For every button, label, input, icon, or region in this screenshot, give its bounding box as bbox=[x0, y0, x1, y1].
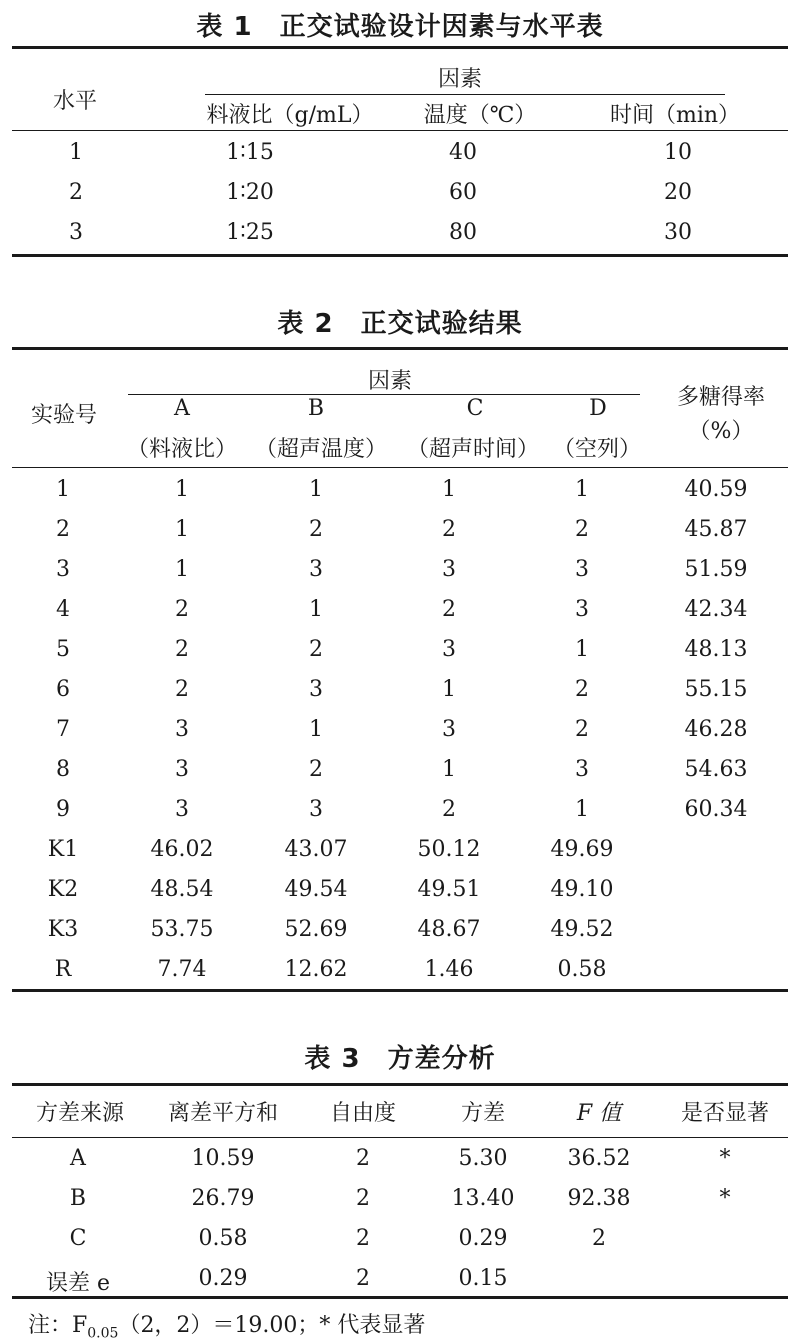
table2-factor-c-name: （超声时间） bbox=[406, 437, 539, 462]
table2-row-9-col-4: 2 bbox=[442, 797, 456, 822]
table3-row-2-col-4: 13.40 bbox=[451, 1186, 515, 1211]
table2-row-5-col-5: 1 bbox=[575, 637, 589, 662]
table2-row-8-col-3: 2 bbox=[309, 757, 323, 782]
table2-row-1-col-4: 1 bbox=[442, 477, 456, 502]
table2-row-13-col-2: 7.74 bbox=[157, 957, 207, 982]
table2-factor-a-letter: A bbox=[174, 396, 190, 421]
table2-header-yield: 多糖得率 bbox=[676, 385, 765, 410]
table3-row-3-col-5: 2 bbox=[592, 1226, 606, 1251]
table2-row-12-col-4: 48.67 bbox=[417, 917, 481, 942]
table3-row-1-col-6: * bbox=[719, 1146, 731, 1171]
table1-row-1-col-4: 10 bbox=[664, 140, 692, 165]
table2-row-3-col-5: 3 bbox=[575, 557, 589, 582]
table2-row-6-col-6: 55.15 bbox=[684, 677, 748, 702]
table2-row-8-col-6: 54.63 bbox=[684, 757, 748, 782]
table2-row-2-col-2: 1 bbox=[175, 517, 189, 542]
table2-row-13-col-5: 0.58 bbox=[557, 957, 607, 982]
table2-factor-rule bbox=[128, 394, 640, 395]
table1-row-2-col-3: 60 bbox=[449, 180, 477, 205]
table3-row-2-col-6: * bbox=[719, 1186, 731, 1211]
table2-row-3-col-4: 3 bbox=[442, 557, 456, 582]
table2-factor-a-name: （料液比） bbox=[126, 437, 237, 462]
table3-row-1-col-5: 36.52 bbox=[567, 1146, 631, 1171]
table2-row-5-col-6: 48.13 bbox=[684, 637, 748, 662]
table1-top-rule bbox=[12, 46, 788, 49]
table3-note bbox=[28, 1308, 425, 1341]
table3-col-5: F 值 bbox=[576, 1101, 622, 1126]
table2-factor-b-letter: B bbox=[307, 396, 325, 421]
table2-row-2-col-5: 2 bbox=[575, 517, 589, 542]
table1-row-1-col-2: 1∶15 bbox=[226, 140, 274, 165]
table2-row-7-col-4: 3 bbox=[442, 717, 456, 742]
table2-top-rule bbox=[12, 347, 788, 350]
table2-row-7-col-2: 3 bbox=[175, 717, 189, 742]
table1-row-1-col-1: 1 bbox=[69, 140, 83, 165]
table2-row-7-col-6: 46.28 bbox=[684, 717, 748, 742]
table2-row-11-col-2: 48.54 bbox=[150, 877, 214, 902]
table2-row-11-col-3: 49.54 bbox=[284, 877, 348, 902]
table3-row-2-col-3: 2 bbox=[356, 1186, 370, 1211]
table2-row-12-col-3: 52.69 bbox=[284, 917, 348, 942]
table3-col-4: 方差 bbox=[460, 1101, 505, 1126]
note-suffix: （2，2）＝19.00；* 代表显著 bbox=[118, 1313, 426, 1338]
table1-col-temp: 温度（℃） bbox=[423, 103, 537, 128]
table2-row-10-col-4: 50.12 bbox=[417, 837, 481, 862]
note-prefix: 注：F bbox=[28, 1313, 88, 1338]
table3-row-1-col-3: 2 bbox=[356, 1146, 370, 1171]
table2-row-4-col-3: 1 bbox=[309, 597, 323, 622]
table1-col-time: 时间（min） bbox=[609, 103, 741, 128]
table2-row-3-col-3: 3 bbox=[309, 557, 323, 582]
table2-row-5-col-1: 5 bbox=[56, 637, 70, 662]
table2-row-2-col-4: 2 bbox=[442, 517, 456, 542]
table1-factor-rule bbox=[205, 94, 725, 95]
table2-header-exp: 实验号 bbox=[30, 403, 97, 428]
table2-row-12-col-1: K3 bbox=[47, 917, 79, 942]
table2-row-1-col-5: 1 bbox=[575, 477, 589, 502]
table2-row-13-col-4: 1.46 bbox=[424, 957, 474, 982]
table2-row-8-col-5: 3 bbox=[575, 757, 589, 782]
table3-col-2: 离差平方和 bbox=[167, 1101, 278, 1126]
table1-row-3-col-3: 80 bbox=[449, 220, 477, 245]
table2-row-4-col-6: 42.34 bbox=[684, 597, 748, 622]
table2-row-6-col-5: 2 bbox=[575, 677, 589, 702]
table2-row-1-col-2: 1 bbox=[175, 477, 189, 502]
table2-factor-d-letter: D bbox=[589, 396, 607, 421]
table2-row-8-col-1: 8 bbox=[56, 757, 70, 782]
table2-row-9-col-2: 3 bbox=[175, 797, 189, 822]
table1-header-level: 水平 bbox=[52, 89, 97, 114]
table3-row-1-col-2: 10.59 bbox=[191, 1146, 255, 1171]
table3-row-3-col-1: C bbox=[69, 1226, 87, 1251]
table3-row-4-col-1: 误差 e bbox=[45, 1271, 110, 1296]
table2-row-3-col-6: 51.59 bbox=[684, 557, 748, 582]
table1-row-2-col-2: 1∶20 bbox=[226, 180, 274, 205]
table3-bottom-rule bbox=[12, 1296, 788, 1299]
table2-row-10-col-5: 49.69 bbox=[550, 837, 614, 862]
table2-row-12-col-2: 53.75 bbox=[150, 917, 214, 942]
table3-row-2-col-1: B bbox=[69, 1186, 87, 1211]
table2-row-7-col-3: 1 bbox=[309, 717, 323, 742]
table2-row-11-col-1: K2 bbox=[47, 877, 79, 902]
table2-row-10-col-2: 46.02 bbox=[150, 837, 214, 862]
table3-col-1: 方差来源 bbox=[35, 1101, 124, 1126]
table3-row-1-col-4: 5.30 bbox=[458, 1146, 508, 1171]
table2-factor-c-letter: C bbox=[466, 396, 484, 421]
table1-title: 表 1 正交试验设计因素与水平表 bbox=[196, 12, 604, 42]
table1-row-2-col-4: 20 bbox=[664, 180, 692, 205]
table2-row-7-col-5: 2 bbox=[575, 717, 589, 742]
table1-header-factors: 因素 bbox=[437, 67, 482, 92]
table2-row-11-col-4: 49.51 bbox=[417, 877, 481, 902]
table3-row-2-col-2: 26.79 bbox=[191, 1186, 255, 1211]
table3-title: 表 3 方差分析 bbox=[304, 1044, 496, 1074]
table2-row-4-col-1: 4 bbox=[56, 597, 70, 622]
table2-row-6-col-3: 3 bbox=[309, 677, 323, 702]
table1-row-2-col-1: 2 bbox=[69, 180, 83, 205]
table2-factor-b-name: （超声温度） bbox=[254, 437, 387, 462]
table2-row-5-col-4: 3 bbox=[442, 637, 456, 662]
table2-row-10-col-1: K1 bbox=[47, 837, 79, 862]
table2-row-3-col-1: 3 bbox=[56, 557, 70, 582]
table2-row-4-col-2: 2 bbox=[175, 597, 189, 622]
table2-factor-d-name: （空列） bbox=[552, 437, 641, 462]
table2-row-8-col-4: 1 bbox=[442, 757, 456, 782]
table2-row-10-col-3: 43.07 bbox=[284, 837, 348, 862]
table1-bottom-rule bbox=[12, 254, 788, 257]
table2-header-yield-unit: （%） bbox=[688, 419, 754, 444]
table2-row-1-col-3: 1 bbox=[309, 477, 323, 502]
table2-row-11-col-5: 49.10 bbox=[550, 877, 614, 902]
table2-header-factors: 因素 bbox=[367, 369, 412, 394]
table2-row-8-col-2: 3 bbox=[175, 757, 189, 782]
table2-row-5-col-2: 2 bbox=[175, 637, 189, 662]
table2-header-rule bbox=[12, 467, 788, 468]
table1-row-3-col-1: 3 bbox=[69, 220, 83, 245]
table2-row-6-col-2: 2 bbox=[175, 677, 189, 702]
table1-header-rule bbox=[12, 130, 788, 131]
table2-row-12-col-5: 49.52 bbox=[550, 917, 614, 942]
table2-row-1-col-6: 40.59 bbox=[684, 477, 748, 502]
table2-bottom-rule bbox=[12, 989, 788, 992]
table3-row-4-col-3: 2 bbox=[356, 1266, 370, 1291]
table3-row-4-col-2: 0.29 bbox=[198, 1266, 248, 1291]
table3-top-rule bbox=[12, 1083, 788, 1086]
table2-row-4-col-4: 2 bbox=[442, 597, 456, 622]
table2-row-13-col-1: R bbox=[54, 957, 72, 982]
table2-row-6-col-4: 1 bbox=[442, 677, 456, 702]
table1-row-1-col-3: 40 bbox=[449, 140, 477, 165]
table2-row-9-col-3: 3 bbox=[309, 797, 323, 822]
note-subscript: 0.05 bbox=[87, 1325, 119, 1341]
table2-row-2-col-1: 2 bbox=[56, 517, 70, 542]
table3-col-3: 自由度 bbox=[329, 1101, 396, 1126]
table2-row-2-col-6: 45.87 bbox=[684, 517, 748, 542]
table2-row-2-col-3: 2 bbox=[309, 517, 323, 542]
table3-row-3-col-2: 0.58 bbox=[198, 1226, 248, 1251]
table2-row-7-col-1: 7 bbox=[56, 717, 70, 742]
table3-row-1-col-1: A bbox=[70, 1146, 86, 1171]
table1-row-3-col-2: 1∶25 bbox=[226, 220, 274, 245]
table2-title: 表 2 正交试验结果 bbox=[277, 309, 523, 339]
table2-row-5-col-3: 2 bbox=[309, 637, 323, 662]
table1-col-ratio: 料液比（g/mL） bbox=[206, 103, 374, 128]
table3-header-rule bbox=[12, 1137, 788, 1138]
table1-row-3-col-4: 30 bbox=[664, 220, 692, 245]
table3-row-4-col-4: 0.15 bbox=[458, 1266, 508, 1291]
table2-row-9-col-5: 1 bbox=[575, 797, 589, 822]
table2-row-1-col-1: 1 bbox=[56, 477, 70, 502]
table3-row-3-col-4: 0.29 bbox=[458, 1226, 508, 1251]
table3-row-2-col-5: 92.38 bbox=[567, 1186, 631, 1211]
table2-row-9-col-6: 60.34 bbox=[684, 797, 748, 822]
table2-row-4-col-5: 3 bbox=[575, 597, 589, 622]
table3-col-6: 是否显著 bbox=[680, 1101, 769, 1126]
table3-row-3-col-3: 2 bbox=[356, 1226, 370, 1251]
table2-row-13-col-3: 12.62 bbox=[284, 957, 348, 982]
table2-row-3-col-2: 1 bbox=[175, 557, 189, 582]
table2-row-6-col-1: 6 bbox=[56, 677, 70, 702]
table2-row-9-col-1: 9 bbox=[56, 797, 70, 822]
